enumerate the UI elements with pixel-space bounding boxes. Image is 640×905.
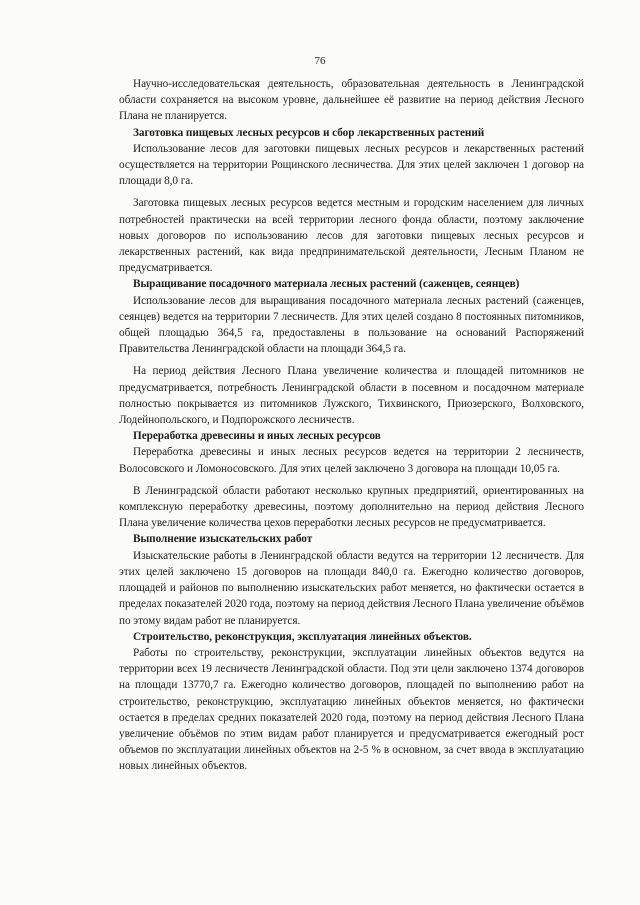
paragraph: Изыскательские работы в Ленинградской области ведутся на территории 12 лесничеств. Для этих целей заключено 15 договоров на площади 840,0 га. Ежегодно количество договоров, площадей и районов по выполнению изыскательских работ меняется, но фактически остается в пределах показателей 2020 года, поэтому на период действия Лесного Плана увеличение объёмов по этому видам работ не планируется. bbox=[119, 549, 584, 627]
section-heading: Выполнение изыскательских работ bbox=[133, 533, 313, 546]
paragraph: Переработка древесины и иных лесных ресурсов ведется на территории 2 лесничеств, Волосовского и Ломоносовского. Для этих целей заключено 3 договора на площади 10,05 га. bbox=[119, 446, 584, 475]
paragraph: Использование лесов для выращивания посадочного материала лесных растений (саженцев, сеянцев) ведется на территории 7 лесничеств. Для этих целей создано 8 постоянных питомников, общей площадью 364,5 га, предоставлены в пользование на оснований Распоряжений Правительства Ленинградской области на площади 364,5 га. bbox=[119, 294, 584, 356]
paragraph: На период действия Лесного Плана увеличение количества и площадей питомников не предусматривается, потребность Ленинградской области в посевном и посадочном материале полностью покрывается из питомников Лужского, Тихвинского, Приозерского, Волховского, Лодейнопольского, и Подпорожского лесничеств. bbox=[119, 365, 584, 427]
paragraph: Заготовка пищевых лесных ресурсов ведется местным и городским населением для личных потребностей практически на всей территории лесного фонда области, поэтому заключение новых договоров по использованию лесов для заготовки пищевых лесных ресурсов и лекарственных растений, как вида предпринимательской деятельности, Лесным Планом не предусматривается. bbox=[119, 197, 584, 275]
section-heading: Переработка древесины и иных лесных ресурсов bbox=[133, 430, 381, 443]
section-heading: Строительство, реконструкция, эксплуатация линейных объектов. bbox=[133, 630, 472, 643]
section-heading: Заготовка пищевых лесных ресурсов и сбор лекарственных растений bbox=[133, 126, 485, 139]
section-heading: Выращивание посадочного материала лесных растений (саженцев, сеянцев) bbox=[133, 278, 520, 291]
document-body bbox=[119, 76, 584, 775]
paragraph: Научно-исследовательская деятельность, образовательная деятельность в Ленинградской области сохраняется на высоком уровне, дальнейшее её развитие на период действия Лесного Плана не планируется. bbox=[119, 78, 584, 123]
paragraph: Работы по строительству, реконструкции, эксплуатации линейных объектов ведутся на территории всех 19 лесничеств Ленинградской области. Под эти цели заключено 1374 договоров на площади 13770,7 га. Ежегодно количество договоров, площадей по выполнению работ на строительство, реконструкцию, эксплуатацию линейных объектов меняется, но фактически остается в пределах средних показателей 2020 года, поэтому на период действия Лесного Плана увеличение объёмов по этим видам работ планируется и предусматривается ежегодный рост объемов по эксплуатации линейных объектов на 2-5 % в основном, за счет ввода в эксплуатацию новых линейных объектов. bbox=[119, 646, 584, 773]
paragraph: В Ленинградской области работают несколько крупных предприятий, ориентированных на комплексную переработку древесины, поэтому дополнительно на период действия Лесного Плана увеличение количества цехов переработки лесных ресурсов не предусматривается. bbox=[119, 484, 584, 530]
page-number: 76 bbox=[314, 55, 326, 67]
paragraph: Использование лесов для заготовки пищевых лесных ресурсов и лекарственных растений осуществляется на территории Рощинского лесничества. Для этих целей заключен 1 договор на площади 8,0 га. bbox=[119, 142, 584, 188]
